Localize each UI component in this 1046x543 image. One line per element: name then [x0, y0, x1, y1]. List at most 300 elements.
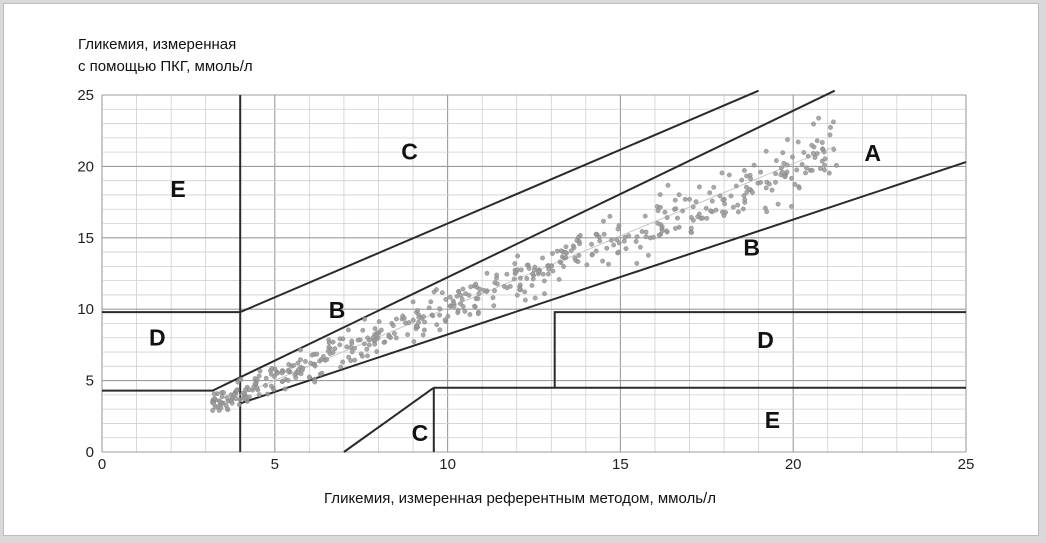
data-point [643, 214, 647, 218]
data-point [644, 230, 648, 234]
data-point [540, 256, 544, 260]
data-point [287, 362, 291, 366]
trend-line-path [213, 146, 835, 406]
data-point [793, 182, 797, 186]
data-point [734, 184, 738, 188]
data-point [448, 295, 452, 299]
data-point [350, 339, 354, 343]
data-point [806, 154, 810, 158]
data-point [394, 317, 398, 321]
data-point [773, 180, 777, 184]
data-point [530, 283, 534, 287]
data-point [720, 171, 724, 175]
data-point [600, 259, 604, 263]
data-point [689, 226, 693, 230]
data-point [225, 407, 229, 411]
data-point [758, 170, 762, 174]
data-point [767, 182, 771, 186]
data-point [318, 359, 322, 363]
data-point [594, 232, 598, 236]
data-point [549, 264, 553, 268]
data-point [635, 261, 639, 265]
data-point [394, 336, 398, 340]
data-point [651, 235, 655, 239]
data-point [701, 216, 705, 220]
data-point [617, 250, 621, 254]
data-point [774, 158, 778, 162]
data-point [444, 297, 448, 301]
x-axis-label: Гликемия, измеренная референтным методом, ммоль/л [324, 490, 716, 507]
data-point [405, 332, 409, 336]
data-point [704, 206, 708, 210]
data-point [822, 163, 826, 167]
data-point [673, 198, 677, 202]
data-point [469, 285, 473, 289]
data-point [763, 206, 767, 210]
data-point [810, 168, 814, 172]
data-point [691, 218, 695, 222]
data-point [594, 249, 598, 253]
y-tick-label: 0 [85, 444, 94, 461]
data-point [635, 235, 639, 239]
zone-label-d: D [757, 327, 774, 354]
data-point [402, 316, 406, 320]
data-point [577, 242, 581, 246]
data-point [585, 263, 589, 267]
data-point [712, 185, 716, 189]
data-point [257, 374, 261, 378]
zone-label-c: C [401, 138, 418, 165]
data-point [272, 387, 276, 391]
data-point [245, 399, 249, 403]
data-point [258, 369, 262, 373]
data-point [492, 289, 496, 293]
data-point [542, 292, 546, 296]
data-point [346, 328, 350, 332]
data-point [456, 289, 460, 293]
data-point [477, 292, 481, 296]
data-point [714, 208, 718, 212]
data-point [443, 318, 447, 322]
data-point [664, 229, 668, 233]
data-point [427, 306, 431, 310]
data-point [341, 360, 345, 364]
data-point [748, 177, 752, 181]
data-point [280, 371, 284, 375]
data-point [752, 163, 756, 167]
data-point [743, 197, 747, 201]
data-point [414, 324, 418, 328]
data-point [270, 366, 274, 370]
data-point [218, 400, 222, 404]
data-point [624, 246, 628, 250]
data-point [789, 176, 793, 180]
data-point [519, 268, 523, 272]
data-point [815, 139, 819, 143]
data-point [609, 238, 613, 242]
data-point [505, 272, 509, 276]
data-point [303, 359, 307, 363]
data-point [437, 313, 441, 317]
data-point [689, 230, 693, 234]
data-point [542, 279, 546, 283]
data-point [338, 343, 342, 347]
data-point [495, 282, 499, 286]
data-point [460, 297, 464, 301]
data-point [296, 371, 300, 375]
data-point [657, 233, 661, 237]
y-axis-label: Гликемия, измеренная с помощью ПКГ, ммоль/л [78, 36, 253, 75]
data-point [832, 147, 836, 151]
data-point [239, 377, 243, 381]
data-point [365, 347, 369, 351]
data-point [589, 242, 593, 246]
data-point [710, 199, 714, 203]
data-point [365, 336, 369, 340]
data-point [745, 190, 749, 194]
data-point [294, 375, 298, 379]
data-point [606, 262, 610, 266]
data-point [803, 171, 807, 175]
data-point [640, 229, 644, 233]
data-point [708, 209, 712, 213]
data-point [221, 390, 225, 394]
data-point [461, 287, 465, 291]
data-point [525, 263, 529, 267]
x-tick-label: 15 [612, 456, 629, 473]
data-point [331, 340, 335, 344]
data-point [681, 209, 685, 213]
data-point [327, 338, 331, 342]
data-point [361, 328, 365, 332]
data-point [212, 392, 216, 396]
data-point [623, 235, 627, 239]
data-point [691, 205, 695, 209]
data-point [758, 180, 762, 184]
data-point [280, 379, 284, 383]
data-point [663, 210, 667, 214]
data-point [675, 216, 679, 220]
data-point [446, 314, 450, 318]
data-point [810, 143, 814, 147]
data-point [718, 194, 722, 198]
data-point [517, 288, 521, 292]
data-point [736, 210, 740, 214]
data-point [780, 170, 784, 174]
data-point [577, 253, 581, 257]
data-point [697, 212, 701, 216]
zone-label-c: C [411, 419, 429, 446]
data-point [461, 304, 465, 308]
data-point [820, 140, 824, 144]
data-point [564, 245, 568, 249]
data-point [494, 276, 498, 280]
data-point [822, 168, 826, 172]
data-point [286, 368, 290, 372]
x-tick-label: 10 [439, 456, 456, 473]
data-point [286, 378, 290, 382]
data-point [776, 202, 780, 206]
x-tick-label: 25 [957, 456, 975, 473]
data-point [232, 392, 236, 396]
data-point [797, 186, 801, 190]
data-point [744, 185, 748, 189]
data-point [374, 333, 378, 337]
data-point [455, 294, 459, 298]
data-point [622, 239, 626, 243]
trend-line [213, 146, 835, 406]
data-point [298, 348, 302, 352]
data-point [796, 140, 800, 144]
data-point [821, 147, 825, 151]
data-point [677, 193, 681, 197]
data-point [432, 290, 436, 294]
data-point [518, 283, 522, 287]
data-point [608, 214, 612, 218]
data-point [694, 200, 698, 204]
data-point [720, 210, 724, 214]
data-point [677, 225, 681, 229]
data-point [660, 229, 664, 233]
data-point [785, 170, 789, 174]
data-point [467, 293, 471, 297]
data-point [431, 314, 435, 318]
zone-label-b: B [743, 234, 761, 261]
data-point [551, 269, 555, 273]
data-point [518, 276, 522, 280]
data-point [468, 312, 472, 316]
data-point [375, 349, 379, 353]
data-point [612, 243, 616, 247]
data-point [773, 172, 777, 176]
data-point [601, 219, 605, 223]
data-point [417, 315, 421, 319]
data-point [789, 204, 793, 208]
data-point [634, 239, 638, 243]
data-point [275, 371, 279, 375]
data-point [512, 277, 516, 281]
data-point [235, 388, 239, 392]
data-point [557, 277, 561, 281]
data-point [646, 253, 650, 257]
data-point [525, 276, 529, 280]
data-point [674, 207, 678, 211]
data-point [463, 309, 467, 313]
data-point [421, 333, 425, 337]
data-point [800, 162, 804, 166]
data-point [823, 157, 827, 161]
data-point [264, 376, 268, 380]
data-point [574, 258, 578, 262]
data-point [790, 155, 794, 159]
zone-label-b: B [328, 297, 346, 324]
x-tick-label: 5 [270, 456, 279, 473]
data-point [515, 254, 519, 258]
data-point [550, 251, 554, 255]
data-point [310, 353, 314, 357]
data-point [811, 151, 815, 155]
data-point [555, 249, 559, 253]
data-point [252, 385, 256, 389]
data-point [360, 354, 364, 358]
data-point [656, 221, 660, 225]
zone-boundary-line [102, 91, 835, 391]
data-point [764, 186, 768, 190]
data-point [411, 318, 415, 322]
data-point [296, 361, 300, 365]
data-points [210, 116, 838, 413]
data-point [523, 298, 527, 302]
data-point [291, 363, 295, 367]
data-point [237, 402, 241, 406]
data-point [345, 345, 349, 349]
data-point [731, 205, 735, 209]
data-point [338, 365, 342, 369]
data-point [502, 284, 506, 288]
data-point [349, 359, 353, 363]
data-point [644, 235, 648, 239]
data-point [247, 395, 251, 399]
data-point [437, 307, 441, 311]
data-point [283, 387, 287, 391]
data-point [476, 296, 480, 300]
data-point [802, 150, 806, 154]
data-point [781, 151, 785, 155]
data-point [598, 239, 602, 243]
data-point [265, 392, 269, 396]
data-point [230, 401, 234, 405]
data-point [373, 326, 377, 330]
data-point [263, 383, 267, 387]
data-point [658, 205, 662, 209]
data-point [658, 192, 662, 196]
zone-label-e: E [764, 407, 781, 434]
data-point [220, 395, 224, 399]
y-tick-label: 10 [77, 301, 94, 319]
data-point [816, 116, 820, 120]
data-point [365, 354, 369, 358]
data-point [382, 340, 386, 344]
data-point [827, 171, 831, 175]
data-point [440, 291, 444, 295]
data-point [750, 190, 754, 194]
data-point [818, 166, 822, 170]
data-point [387, 334, 391, 338]
data-point [377, 319, 381, 323]
data-point [362, 342, 366, 346]
data-point [811, 122, 815, 126]
data-point [722, 202, 726, 206]
data-point [456, 308, 460, 312]
data-point [313, 377, 317, 381]
data-point [353, 358, 357, 362]
data-point [320, 371, 324, 375]
data-point [301, 366, 305, 370]
data-point [241, 391, 245, 395]
zone-boundary-line [240, 162, 966, 403]
data-point [729, 194, 733, 198]
data-point [234, 396, 238, 400]
data-point [770, 188, 774, 192]
data-point [813, 155, 817, 159]
data-point [831, 120, 835, 124]
zone-label-d: D [148, 324, 166, 351]
data-point [373, 338, 377, 342]
data-point [515, 293, 519, 297]
data-point [392, 331, 396, 335]
data-point [785, 137, 789, 141]
data-point [492, 304, 496, 308]
data-point [415, 308, 419, 312]
data-point [572, 246, 576, 250]
data-point [736, 203, 740, 207]
data-point [741, 207, 745, 211]
y-tick-label: 20 [77, 158, 94, 176]
x-tick-label: 0 [97, 456, 107, 473]
data-point [472, 304, 476, 308]
data-point [257, 393, 261, 397]
data-point [705, 216, 709, 220]
data-point [523, 290, 527, 294]
data-point [421, 314, 425, 318]
data-point [697, 185, 701, 189]
data-point [429, 300, 433, 304]
data-point [616, 227, 620, 231]
data-point [211, 401, 215, 405]
data-point [307, 375, 311, 379]
zone-label-e: E [170, 175, 186, 202]
data-point [476, 312, 480, 316]
data-point [362, 317, 366, 321]
data-point [349, 345, 353, 349]
data-point [665, 215, 669, 219]
data-point [508, 284, 512, 288]
data-point [422, 320, 426, 324]
data-point [537, 270, 541, 274]
y-tick-label: 25 [77, 87, 94, 104]
data-point [795, 168, 799, 172]
data-point [367, 343, 371, 347]
zone-label-a: A [864, 140, 882, 167]
data-point [727, 173, 731, 177]
data-point [338, 337, 342, 341]
data-point [740, 178, 744, 182]
data-point [411, 300, 415, 304]
data-point [561, 264, 565, 268]
data-point [785, 163, 789, 167]
data-point [563, 250, 567, 254]
data-point [687, 197, 691, 201]
data-point [391, 323, 395, 327]
data-point [478, 287, 482, 291]
y-tick-label: 5 [85, 372, 94, 390]
data-point [474, 282, 478, 286]
data-point [356, 338, 360, 342]
data-point [546, 272, 550, 276]
data-point [828, 125, 832, 129]
data-point [312, 362, 316, 366]
data-point [558, 260, 562, 264]
data-point [328, 351, 332, 355]
data-point [407, 320, 411, 324]
data-point [605, 246, 609, 250]
data-point [217, 408, 221, 412]
data-point [617, 241, 621, 245]
data-point [744, 174, 748, 178]
data-point [485, 271, 489, 275]
data-point [666, 183, 670, 187]
data-point [513, 261, 517, 265]
